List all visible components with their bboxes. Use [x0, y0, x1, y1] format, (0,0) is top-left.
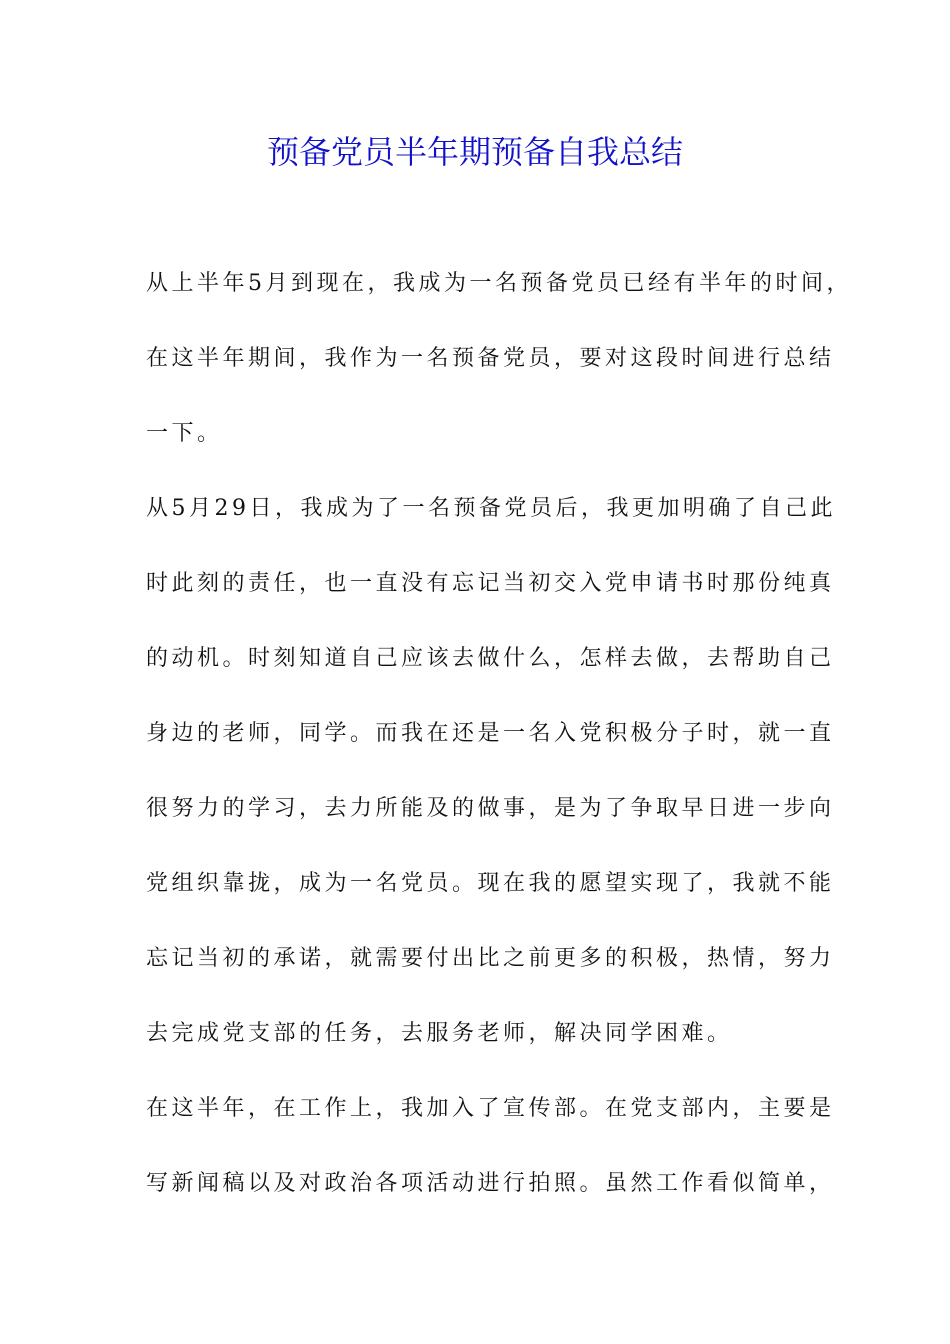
paragraph-2-line-7: 忘记当初的承诺，就需要付出比之前更多的积极，热情，努力	[146, 946, 835, 971]
paragraph-1-line-1: 从上半年5月到现在，我成为一名预备党员已经有半年的时间，	[146, 271, 852, 296]
paragraph-3-line-1: 在这半年，在工作上，我加入了宣传部。在党支部内，主要是	[146, 1096, 835, 1121]
paragraph-3-line-2: 写新闻稿以及对政治各项活动进行拍照。虽然工作看似简单，	[146, 1171, 835, 1196]
paragraph-2-line-2: 时此刻的责任，也一直没有忘记当初交入党申请书时那份纯真	[146, 571, 835, 596]
paragraph-2-line-6: 党组织靠拢，成为一名党员。现在我的愿望实现了，我就不能	[146, 871, 835, 896]
paragraph-2-line-5: 很努力的学习，去力所能及的做事，是为了争取早日进一步向	[146, 796, 835, 821]
paragraph-2-line-4: 身边的老师，同学。而我在还是一名入党积极分子时，就一直	[146, 721, 835, 746]
paragraph-2-line-3: 的动机。时刻知道自己应该去做什么，怎样去做，去帮助自己	[146, 646, 835, 671]
paragraph-1-line-3: 一下。	[146, 421, 223, 446]
paragraph-2-line-8: 去完成党支部的任务，去服务老师，解决同学困难。	[146, 1021, 733, 1046]
paragraph-2-line-1: 从5月29日，我成为了一名预备党员后，我更加明确了自己此	[146, 496, 836, 521]
document-title: 预备党员半年期预备自我总结	[266, 133, 683, 171]
paragraph-1-line-2: 在这半年期间，我作为一名预备党员，要对这段时间进行总结	[146, 346, 835, 371]
